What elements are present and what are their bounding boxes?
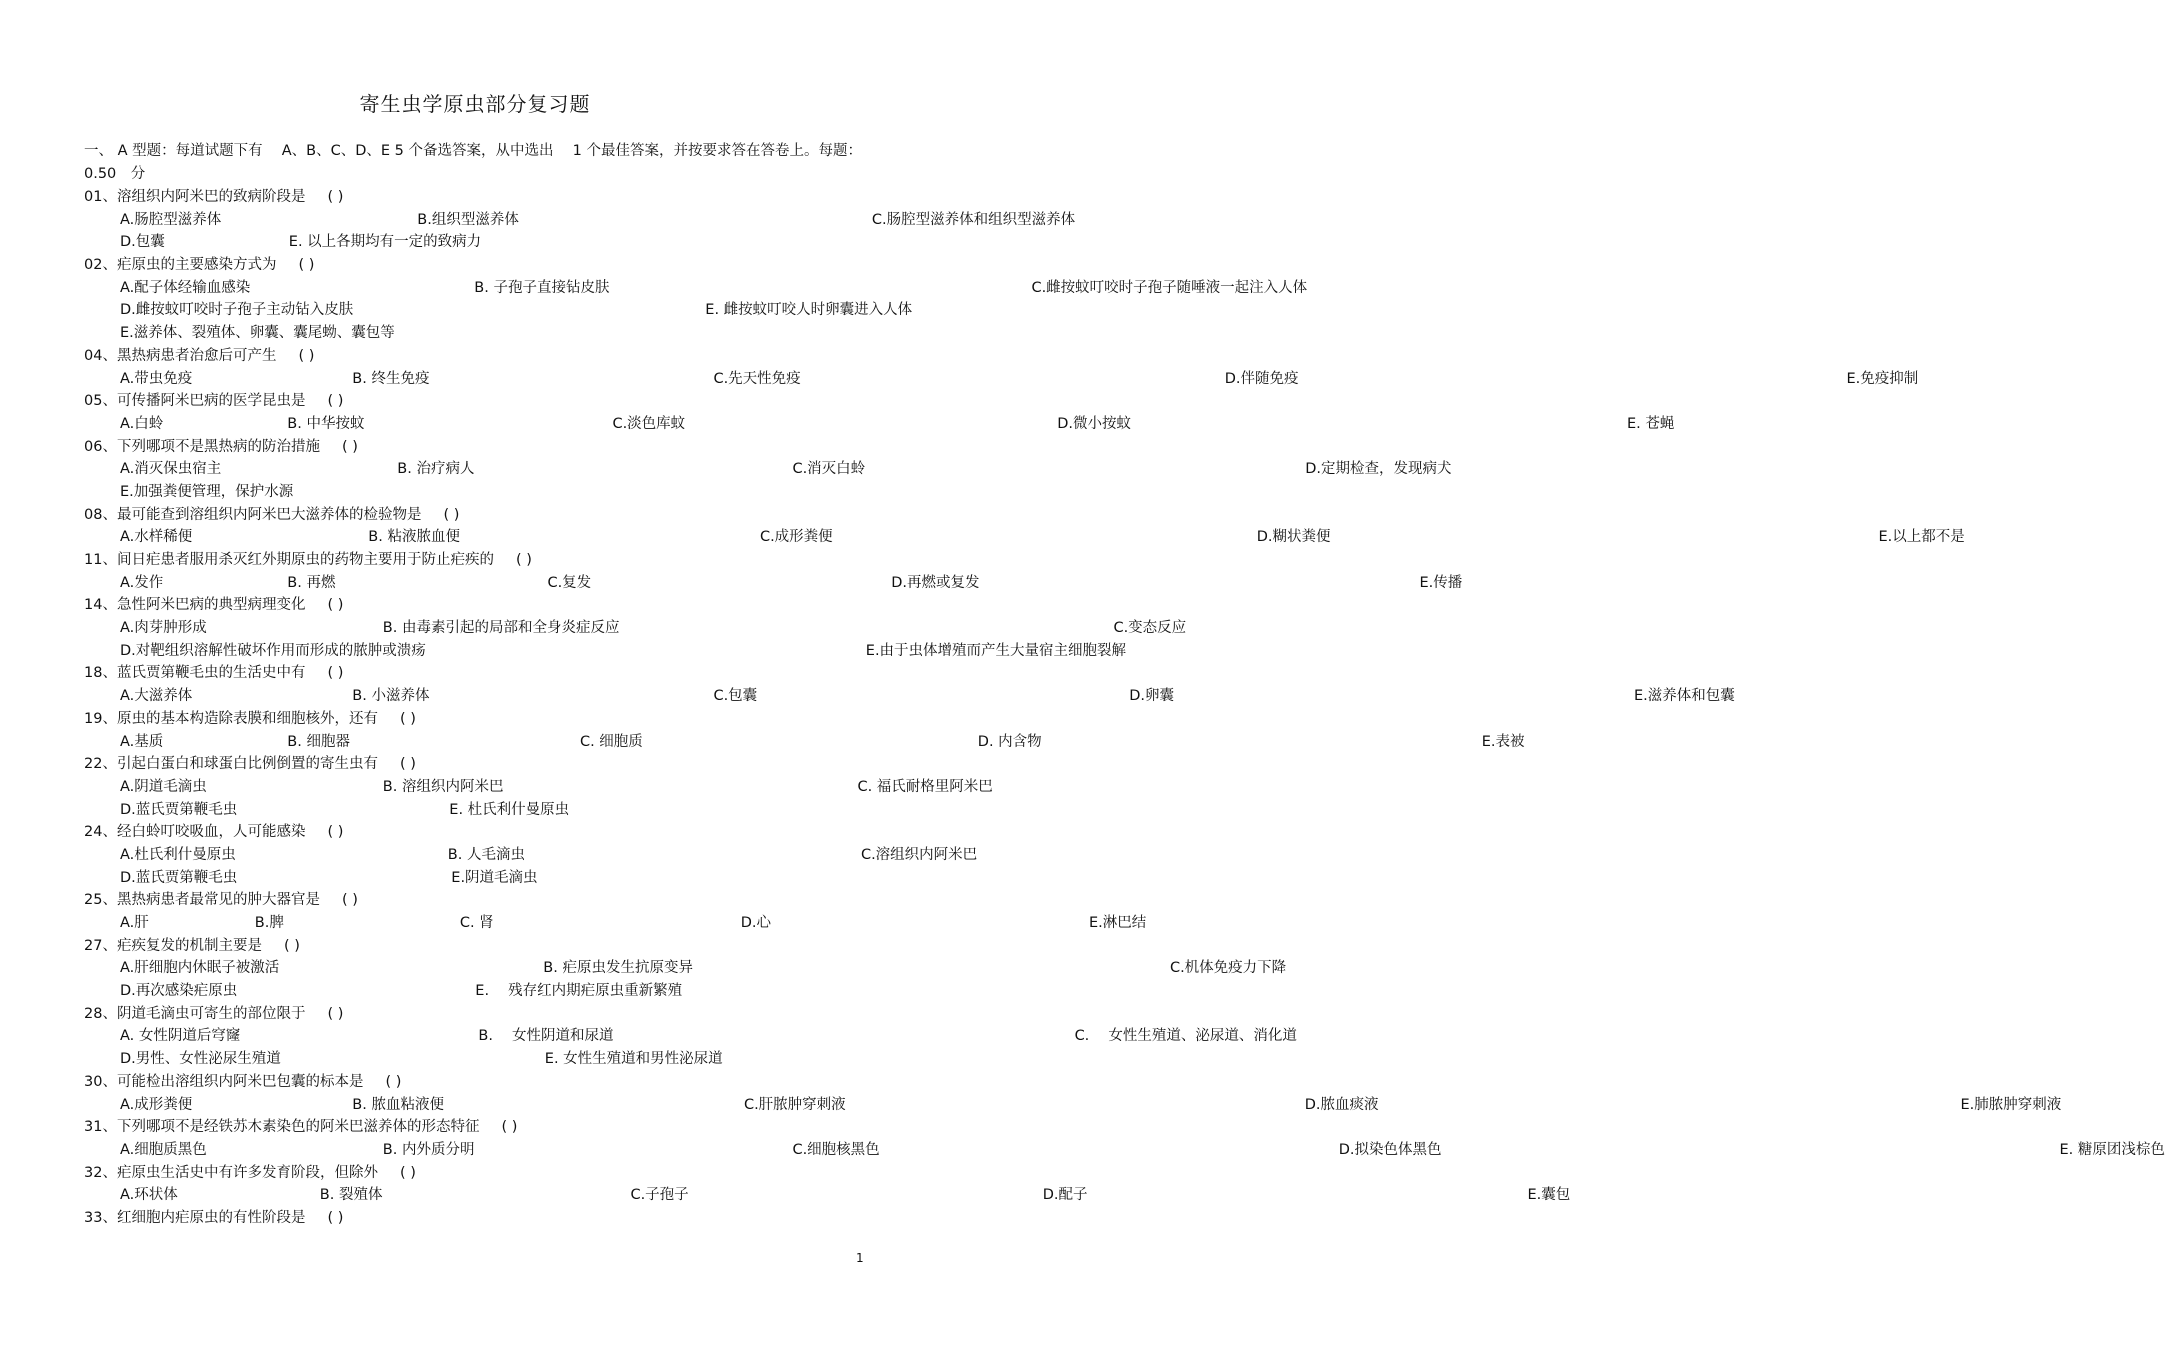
answer-option: C.肝脓肿穿刺液 xyxy=(743,1096,846,1113)
question-item xyxy=(84,254,1308,345)
question-item xyxy=(84,390,1675,435)
answer-option: B. 裂殖体 xyxy=(319,1187,383,1204)
option-line xyxy=(84,617,1187,640)
question-item xyxy=(84,662,1735,707)
answer-option: C.包囊 xyxy=(713,688,758,705)
question-item xyxy=(84,1162,1571,1207)
answer-option: C.复发 xyxy=(547,574,592,591)
answer-option: B. 人毛滴虫 xyxy=(447,846,525,863)
answer-option: C.肠腔型滋养体和组织型滋养体 xyxy=(871,211,1076,228)
answer-option: D.脓血痰液 xyxy=(1304,1096,1379,1113)
answer-option: A.环状体 xyxy=(120,1187,178,1204)
answer-option: D.包囊 xyxy=(120,234,165,251)
section-intro: 一、 A 型题：每道试题下有 A、B、C、D、E 5 个备选答案，从中选出 1 个最佳答案，并按要求答在答卷上。每题： 0.50 分 xyxy=(84,143,870,182)
question-text: 14、急性阿米巴病的典型病理变化 xyxy=(84,597,306,614)
answer-blank: ( ) xyxy=(283,937,300,954)
option-line xyxy=(84,231,874,254)
question-stem xyxy=(84,504,874,527)
answer-option: E.由于虫体增殖而产生大量宿主细胞裂解 xyxy=(865,642,1127,659)
question-stem xyxy=(84,345,874,368)
answer-option: A.细胞质黑色 xyxy=(120,1141,207,1158)
question-text: 28、阴道毛滴虫可寄生的部位限于 xyxy=(84,1005,306,1022)
answer-option: C.雌按蚊叮咬时子孢子随唾液一起注入人体 xyxy=(1031,279,1308,296)
answer-option: B.脾 xyxy=(254,915,284,931)
answer-option: D.卵囊 xyxy=(1129,688,1174,705)
answer-blank: ( ) xyxy=(327,1209,344,1226)
answer-option: D.雌按蚊叮咬时子孢子主动钻入皮肤 xyxy=(120,302,354,319)
option-line xyxy=(84,685,1735,708)
answer-option: A.配子体经输血感染 xyxy=(120,279,251,296)
answer-option: A. 女性阴道后穹窿 xyxy=(120,1028,241,1045)
answer-option: C.子孢子 xyxy=(630,1187,689,1204)
answer-blank: ( ) xyxy=(515,552,532,568)
answer-option: B. 终生免疫 xyxy=(352,370,430,387)
question-text: 06、下列哪项不是黑热病的防治措施 xyxy=(84,438,320,455)
answer-option: A.成形粪便 xyxy=(120,1096,193,1113)
option-line xyxy=(84,799,874,822)
option-line xyxy=(84,957,1287,980)
question-stem xyxy=(84,549,874,572)
answer-option: A.阴道毛滴虫 xyxy=(120,778,207,795)
answer-option: C.先天性免疫 xyxy=(713,370,801,387)
answer-option: C. 细胞质 xyxy=(579,733,643,750)
answer-blank: ( ) xyxy=(327,665,344,682)
answer-blank: ( ) xyxy=(327,189,344,205)
question-text: 04、黑热病患者治愈后可产生 xyxy=(84,347,277,364)
answer-blank: ( ) xyxy=(298,257,315,274)
answer-blank: ( ) xyxy=(298,347,315,364)
question-item xyxy=(84,345,1919,390)
answer-option: E. 雌按蚊叮咬人时卵囊进入人体 xyxy=(705,302,913,319)
answer-blank: ( ) xyxy=(327,1005,344,1022)
answer-option: A.肠腔型滋养体 xyxy=(120,211,222,228)
question-stem xyxy=(84,935,874,958)
option-line xyxy=(84,322,874,345)
answer-option: E.囊包 xyxy=(1527,1187,1571,1204)
option-line xyxy=(84,1184,1571,1207)
answer-option: B.组织型滋养体 xyxy=(417,211,519,228)
answer-option: A.肝细胞内休眠子被激活 xyxy=(120,960,280,977)
answer-option: B. 溶组织内阿米巴 xyxy=(382,778,504,795)
answer-option: E. 残存红内期疟原虫重新繁殖 xyxy=(475,983,683,1000)
answer-option: E. 女性生殖道和男性泌尿道 xyxy=(544,1051,723,1068)
answer-option: D.拟染色体黑色 xyxy=(1338,1141,1442,1158)
answer-option: E. 糖原团浅棕色 xyxy=(2059,1141,2165,1158)
question-stem xyxy=(84,889,874,912)
option-line xyxy=(84,731,1525,754)
question-text: 02、疟原虫的主要感染方式为 xyxy=(84,257,277,274)
answer-blank: ( ) xyxy=(385,1073,402,1090)
option-line xyxy=(84,209,1076,232)
answer-blank: ( ) xyxy=(443,506,460,523)
answer-option: B. 细胞器 xyxy=(287,733,350,750)
question-stem xyxy=(84,1207,874,1230)
question-text: 32、疟原虫生活史中有许多发育阶段，但除外 xyxy=(84,1164,378,1181)
option-line xyxy=(84,776,993,799)
option-line xyxy=(84,277,1308,300)
answer-option: A.大滋养体 xyxy=(120,688,193,705)
answer-option: D.微小按蚊 xyxy=(1057,415,1131,432)
answer-option: B. 小滋养体 xyxy=(352,688,430,705)
answer-option: E.以上都不是 xyxy=(1878,529,1965,546)
answer-option: C.变态反应 xyxy=(1113,620,1187,637)
answer-option: C.细胞核黑色 xyxy=(792,1141,880,1158)
answer-blank: ( ) xyxy=(327,393,344,410)
answer-option: B. 疟原虫发生抗原变异 xyxy=(543,960,693,977)
answer-option: D.对靶组织溶解性破坏作用而形成的脓肿或溃疡 xyxy=(120,642,426,659)
question-item xyxy=(84,889,1147,934)
option-line xyxy=(84,458,1452,481)
answer-option: D.蓝氏贾第鞭毛虫 xyxy=(120,869,238,886)
option-line xyxy=(84,844,978,867)
answer-option: E.淋巴结 xyxy=(1088,915,1147,931)
answer-option: E.滋养体和包囊 xyxy=(1633,688,1735,705)
answer-option: C.机体免疫力下降 xyxy=(1169,960,1287,977)
question-item xyxy=(84,708,1525,753)
question-stem xyxy=(84,1116,874,1139)
answer-option: A.杜氏利什曼原虫 xyxy=(120,846,236,863)
answer-option: B. 内外质分明 xyxy=(382,1141,475,1158)
answer-option: D.心 xyxy=(740,915,771,931)
answer-option: E.肺脓肿穿刺液 xyxy=(1960,1096,2062,1113)
question-item xyxy=(84,821,978,889)
answer-option: B. 子孢子直接钻皮肤 xyxy=(474,279,610,296)
question-text: 18、蓝氏贾第鞭毛虫的生活史中有 xyxy=(84,665,306,682)
answer-option: A.肝 xyxy=(120,915,149,931)
answer-blank: ( ) xyxy=(327,824,344,841)
answer-option: A.肉芽肿形成 xyxy=(120,620,207,637)
answer-option: B. 脓血粘液便 xyxy=(352,1096,444,1113)
answer-option: E. 杜氏利什曼原虫 xyxy=(449,801,570,818)
answer-option: D.配子 xyxy=(1042,1187,1088,1204)
answer-option: D.男性、女性泌尿生殖道 xyxy=(120,1051,281,1068)
question-text: 31、下列哪项不是经铁苏木素染色的阿米巴滋养体的形态特征 xyxy=(84,1119,480,1136)
answer-option: E.表被 xyxy=(1481,733,1525,750)
question-text: 11、间日疟患者服用杀灭红外期原虫的药物主要用于防止疟疾的 xyxy=(84,552,494,568)
option-line xyxy=(84,299,913,322)
question-item xyxy=(84,186,1076,254)
option-line xyxy=(84,572,1463,595)
page-title: 寄生虫学原虫部分复习题 xyxy=(359,92,591,116)
option-line xyxy=(84,526,1965,549)
answer-option: D.蓝氏贾第鞭毛虫 xyxy=(120,801,238,818)
question-item xyxy=(84,1003,1297,1071)
answer-blank: ( ) xyxy=(399,756,416,773)
answer-option: C.淡色库蚊 xyxy=(612,415,686,432)
option-line xyxy=(84,1094,2062,1117)
question-stem xyxy=(84,662,874,685)
question-text: 24、经白蛉叮咬吸血，人可能感染 xyxy=(84,824,306,841)
option-line xyxy=(84,867,874,890)
answer-option: E.滋养体、裂殖体、卵囊、囊尾蚴、囊包等 xyxy=(120,325,395,342)
option-line xyxy=(84,640,1127,663)
answer-option: C. 女性生殖道、泌尿道、消化道 xyxy=(1074,1028,1297,1045)
option-line xyxy=(84,980,874,1003)
answer-option: E.阴道毛滴虫 xyxy=(451,869,538,886)
question-text: 22、引起白蛋白和球蛋白比例倒置的寄生虫有 xyxy=(84,756,378,773)
question-item xyxy=(84,549,1463,594)
answer-option: E. 苍蝇 xyxy=(1626,415,1675,432)
option-line xyxy=(84,368,1919,391)
question-item xyxy=(84,1207,874,1230)
answer-option: A.水样稀便 xyxy=(120,529,193,546)
question-item xyxy=(84,1071,2062,1116)
answer-option: D.再燃或复发 xyxy=(891,574,980,591)
answer-option: D.糊状粪便 xyxy=(1256,529,1331,546)
question-text: 25、黑热病患者最常见的肿大器官是 xyxy=(84,892,320,909)
question-text: 27、疟疾复发的机制主要是 xyxy=(84,937,262,954)
answer-option: A.基质 xyxy=(120,733,164,750)
answer-option: B. 由毒素引起的局部和全身炎症反应 xyxy=(382,620,620,637)
question-stem xyxy=(84,254,874,277)
question-stem xyxy=(84,186,874,209)
question-stem xyxy=(84,753,874,776)
question-item xyxy=(84,594,1187,662)
answer-option: E.传播 xyxy=(1419,574,1463,591)
option-line xyxy=(84,413,1675,436)
answer-option: A.发作 xyxy=(120,574,164,591)
question-item xyxy=(84,935,1287,1003)
question-text: 19、原虫的基本构造除表膜和细胞核外，还有 xyxy=(84,710,378,727)
option-line xyxy=(84,481,874,504)
answer-option: A.白蛉 xyxy=(120,415,164,432)
answer-blank: ( ) xyxy=(501,1119,518,1136)
answer-option: E. 以上各期均有一定的致病力 xyxy=(288,234,482,251)
answer-blank: ( ) xyxy=(399,710,416,727)
answer-option: A.带虫免疫 xyxy=(120,370,193,387)
question-stem xyxy=(84,390,874,413)
question-text: 33、红细胞内疟原虫的有性阶段是 xyxy=(84,1209,306,1226)
question-text: 08、最可能查到溶组织内阿米巴大滋养体的检验物是 xyxy=(84,506,422,523)
question-stem xyxy=(84,1162,874,1185)
option-line xyxy=(84,1139,2165,1162)
answer-option: C. 福氏耐格里阿米巴 xyxy=(857,778,993,795)
option-line xyxy=(84,912,1147,935)
answer-option: D.伴随免疫 xyxy=(1224,370,1299,387)
option-line xyxy=(84,1048,874,1071)
question-text: 05、可传播阿米巴病的医学昆虫是 xyxy=(84,393,306,410)
answer-option: D. 内含物 xyxy=(977,733,1042,750)
answer-option: D.再次感染疟原虫 xyxy=(120,983,238,1000)
question-item xyxy=(84,504,1965,549)
answer-option: A.消灭保虫宿主 xyxy=(120,461,222,478)
question-stem xyxy=(84,1003,874,1026)
answer-option: B. 中华按蚊 xyxy=(287,415,365,432)
question-item xyxy=(84,1116,2165,1161)
answer-option: D.定期检查，发现病犬 xyxy=(1305,461,1452,478)
answer-option: E.免疫抑制 xyxy=(1846,370,1919,387)
answer-blank: ( ) xyxy=(341,438,358,455)
answer-option: C.溶组织内阿米巴 xyxy=(860,846,978,863)
question-stem xyxy=(84,594,874,617)
answer-option: B. 粘液脓血便 xyxy=(368,529,460,546)
answer-option: C.消灭白蛉 xyxy=(792,461,866,478)
answer-option: B. 女性阴道和尿道 xyxy=(478,1028,614,1045)
page-number: 1 xyxy=(856,1251,864,1265)
answer-option: B. 治疗病人 xyxy=(397,461,475,478)
answer-blank: ( ) xyxy=(341,892,358,909)
question-stem xyxy=(84,708,874,731)
question-text: 01、溶组织内阿米巴的致病阶段是 xyxy=(84,189,306,205)
question-list xyxy=(84,186,2165,1230)
answer-option: C.成形粪便 xyxy=(759,529,833,546)
question-item xyxy=(84,753,993,821)
answer-blank: ( ) xyxy=(399,1164,416,1181)
answer-option: B. 再燃 xyxy=(287,574,336,591)
question-stem xyxy=(84,1071,874,1094)
question-item xyxy=(84,436,1452,504)
question-text: 30、可能检出溶组织内阿米巴包囊的标本是 xyxy=(84,1073,364,1090)
answer-option: E.加强粪便管理，保护水源 xyxy=(120,483,294,500)
option-line xyxy=(84,1025,1297,1048)
answer-blank: ( ) xyxy=(327,597,344,614)
question-stem xyxy=(84,436,874,459)
answer-option: C. 肾 xyxy=(459,915,494,931)
question-stem xyxy=(84,821,874,844)
